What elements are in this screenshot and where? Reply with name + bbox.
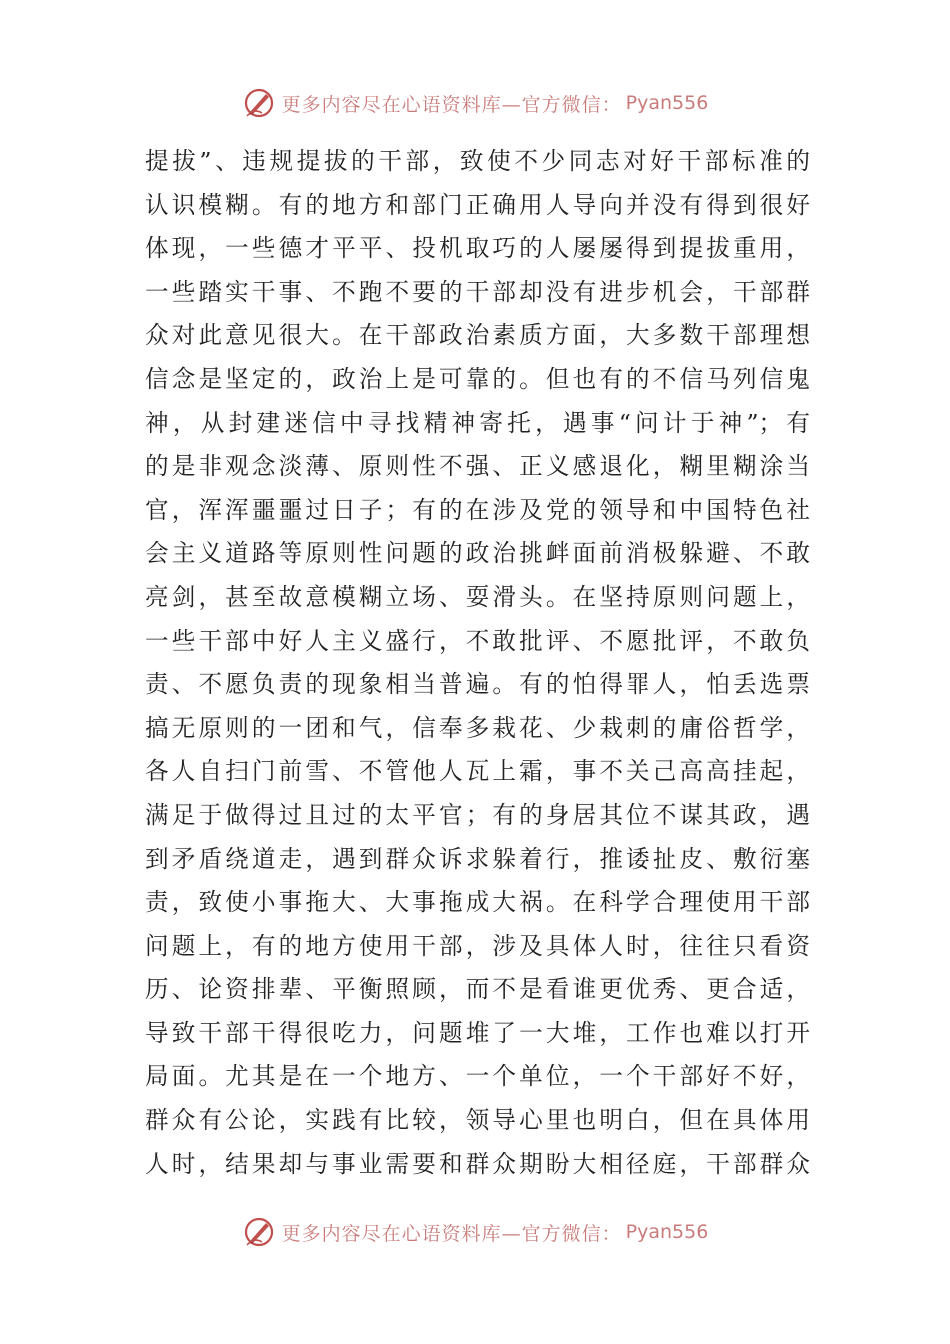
body-line: 一些干部中好人主义盛行，不敢批评、不愿批评，不敢负 [145, 626, 810, 655]
body-line: 会主义道路等原则性问题的政治挑衅面前消极躲避、不敢 [145, 539, 810, 568]
watermark-text: 更多内容尽在心语资料库—官方微信： [281, 93, 622, 116]
body-line: 亮剑，甚至故意模糊立场、耍滑头。在坚持原则问题上， [145, 582, 810, 611]
body-line: 体现，一些德才平平、投机取巧的人屡屡得到提拔重用， [145, 234, 810, 263]
body-line: 提拔”、违规提拔的干部，致使不少同志对好干部标准的 [145, 147, 810, 175]
body-line: 的是非观念淡薄、原则性不强、正义感退化，糊里糊涂当 [145, 452, 810, 481]
body-line: 责，致使小事拖大、大事拖成大祸。在科学合理使用干部 [145, 888, 810, 917]
body-line: 众对此意见很大。在干部政治素质方面，大多数干部理想 [145, 321, 810, 350]
document-body [145, 140, 810, 1186]
watermark-handle: Pyan556 [625, 1221, 709, 1243]
body-line: 满足于做得过且过的太平官；有的身居其位不谋其政，遇 [145, 800, 810, 829]
body-line: 导致干部干得很吃力，问题堆了一大堆，工作也难以打开 [145, 1018, 810, 1047]
body-line: 各人自扫门前雪、不管他人瓦上霜，事不关己高高挂起， [145, 757, 810, 786]
body-line: 人时，结果却与事业需要和群众期盼大相径庭，干部群众 [145, 1149, 810, 1178]
body-line: 群众有公论，实践有比较，领导心里也明白，但在具体用 [145, 1106, 810, 1135]
header-watermark [0, 83, 950, 123]
watermark-handle: Pyan556 [625, 92, 709, 114]
body-line: 局面。尤其是在一个地方、一个单位，一个干部好不好， [145, 1062, 810, 1091]
body-line: 搞无原则的一团和气，信奉多栽花、少栽刺的庸俗哲学， [145, 713, 810, 742]
body-line: 一些踏实干事、不跑不要的干部却没有进步机会，干部群 [145, 277, 810, 306]
footer-watermark [0, 1212, 950, 1252]
body-line: 信念是坚定的，政治上是可靠的。但也有的不信马列信鬼 [145, 364, 810, 393]
pen-circle-icon [242, 86, 276, 120]
body-line: 认识模糊。有的地方和部门正确用人导向并没有得到很好 [145, 190, 810, 219]
body-line: 责、不愿负责的现象相当普遍。有的怕得罪人，怕丢选票 [145, 670, 810, 699]
pen-circle-icon [242, 1215, 276, 1249]
body-line: 历、论资排辈、平衡照顾，而不是看谁更优秀、更合适， [145, 975, 810, 1004]
body-line: 官，浑浑噩噩过日子；有的在涉及党的领导和中国特色社 [145, 495, 810, 524]
body-line: 神，从封建迷信中寻找精神寄托，遇事“问计于神”；有 [145, 408, 810, 437]
body-line: 问题上，有的地方使用干部，涉及具体人时，往往只看资 [145, 931, 810, 960]
watermark-text: 更多内容尽在心语资料库—官方微信： [281, 1222, 622, 1245]
body-line: 到矛盾绕道走，遇到群众诉求躲着行，推诿扯皮、敷衍塞 [145, 844, 810, 873]
